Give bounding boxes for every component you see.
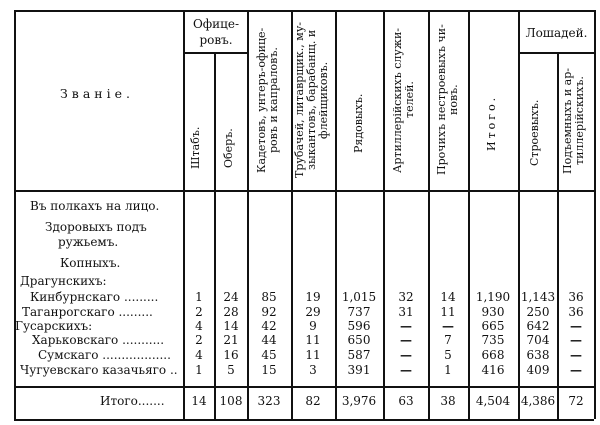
hussars-row-col-9: 642 — [526, 319, 550, 333]
row-1-col-7: 14 — [440, 290, 456, 304]
row-1-col-9: 1,143 — [520, 290, 556, 304]
row-2-col-9: 250 — [526, 305, 550, 319]
hussars-row-col-3: 42 — [261, 319, 277, 333]
hussars-row-col-7: — — [442, 319, 454, 333]
row-2-col-10: 36 — [568, 305, 584, 319]
horses-group-underline — [518, 52, 594, 54]
row-4-col-8: 668 — [481, 348, 505, 362]
hussars-row-col-2: 14 — [223, 319, 239, 333]
officers-group-header: Офице- ровъ. — [192, 17, 240, 47]
row-2-col-8: 930 — [481, 305, 505, 319]
hussars-row-col-4: 9 — [309, 319, 317, 333]
row-3-col-9: 704 — [526, 333, 550, 347]
label-dragoons: Драгунскихъ: — [20, 274, 107, 288]
col-artillery-header: Артиллерійскихъ служи- телей. — [391, 27, 416, 173]
row-5-col-1: 1 — [195, 363, 203, 377]
label-lancers: Копныхъ. — [60, 256, 121, 270]
row-3-col-5: 650 — [347, 333, 371, 347]
total-row-col-5: 3,976 — [341, 394, 377, 408]
hussars-row-col-5: 596 — [347, 319, 371, 333]
row-label: Кинбурнскаго ......... — [30, 290, 159, 304]
total-row-col-7: 38 — [440, 394, 456, 408]
row-4-col-5: 587 — [347, 348, 371, 362]
row-4-col-7: 5 — [444, 348, 452, 362]
row-3-col-3: 44 — [261, 333, 277, 347]
row-label: Сумскаго .................. — [38, 348, 171, 362]
total-row-col-8: 4,504 — [475, 394, 511, 408]
row-1-col-8: 1,190 — [475, 290, 511, 304]
col-cavalry-horses-header: Строевыхъ. — [528, 99, 541, 167]
label-in-regiments: Въ полкахъ на лицо. — [30, 199, 160, 213]
total-row-col-3: 323 — [257, 394, 281, 408]
row-1-col-2: 24 — [223, 290, 239, 304]
col-trumpeters-header: Трубачей, литаврщик., му- зыкантовъ, барабанщ. и флейщиковъ. — [293, 22, 330, 179]
row-4-col-1: 4 — [195, 348, 203, 362]
total-label: Итого....... — [100, 394, 165, 408]
row-4-col-2: 16 — [223, 348, 239, 362]
left-border — [14, 10, 16, 419]
row-label: Чугуевскаго казачьяго .. — [20, 363, 178, 377]
row-2-col-1: 2 — [195, 305, 203, 319]
header-bottom-border — [14, 190, 594, 192]
hussars-row-col-10: — — [570, 319, 582, 333]
row-2-col-6: 31 — [398, 305, 414, 319]
row-5-col-10: — — [570, 363, 582, 377]
row-4-col-3: 45 — [261, 348, 277, 362]
row-5-col-8: 416 — [481, 363, 505, 377]
row-2-col-2: 28 — [223, 305, 239, 319]
horses-group-header: Лошадей. — [525, 26, 588, 40]
hussars-row-col-1: 4 — [195, 319, 203, 333]
row-4-col-4: 11 — [305, 348, 321, 362]
total-row-col-9: 4,386 — [520, 394, 556, 408]
row-5-col-9: 409 — [526, 363, 550, 377]
total-row-col-2: 108 — [219, 394, 243, 408]
row-5-col-3: 15 — [261, 363, 277, 377]
row-4-col-10: — — [570, 348, 582, 362]
row-5-col-4: 3 — [309, 363, 317, 377]
row-1-col-5: 1,015 — [341, 290, 377, 304]
col-staff-header: Штабъ. — [189, 126, 202, 170]
row-label: Харьковскаго ........... — [32, 333, 165, 347]
row-1-col-6: 32 — [398, 290, 414, 304]
row-2-col-7: 11 — [440, 305, 456, 319]
col-total-header: Итого. — [485, 94, 498, 152]
label-healthy: Здоровыхъ подъ — [45, 220, 147, 234]
row-1-col-1: 1 — [195, 290, 203, 304]
col-pack-horses-header: Подъемныхъ и ар- тиллерійскихъ. — [561, 68, 586, 174]
row-5-col-7: 1 — [444, 363, 452, 377]
col-chief-header: Оберъ. — [222, 128, 235, 168]
total-row-col-6: 63 — [398, 394, 414, 408]
row-5-col-5: 391 — [347, 363, 371, 377]
row-3-col-8: 735 — [481, 333, 505, 347]
row-1-col-3: 85 — [261, 290, 277, 304]
row-3-col-6: — — [400, 333, 412, 347]
total-row-col-10: 72 — [568, 394, 584, 408]
rank-header: Званіе. — [60, 86, 134, 101]
row-3-col-1: 2 — [195, 333, 203, 347]
row-3-col-7: 7 — [444, 333, 452, 347]
row-5-col-6: — — [400, 363, 412, 377]
row-2-col-4: 29 — [305, 305, 321, 319]
row-2-col-3: 92 — [261, 305, 277, 319]
hussars-row-col-6: — — [400, 319, 412, 333]
total-row-col-1: 14 — [191, 394, 207, 408]
row-1-col-4: 19 — [305, 290, 321, 304]
row-3-col-2: 21 — [223, 333, 239, 347]
row-1-col-10: 36 — [568, 290, 584, 304]
col-privates-header: Рядовыхъ. — [352, 93, 365, 153]
row-2-col-5: 737 — [347, 305, 371, 319]
total-row-col-4: 82 — [305, 394, 321, 408]
row-label: Таганрогскаго ......... — [22, 305, 153, 319]
total-top-border — [14, 386, 594, 388]
label-hussars: Гусарскихъ: — [15, 319, 93, 333]
hussars-row-col-8: 665 — [481, 319, 505, 333]
row-4-col-6: — — [400, 348, 412, 362]
row-3-col-4: 11 — [305, 333, 321, 347]
row-3-col-10: — — [570, 333, 582, 347]
row-5-col-2: 5 — [227, 363, 235, 377]
total-bottom-border — [14, 419, 594, 421]
col-noncombat-header: Прочихъ нестроевыхъ чи- новъ. — [435, 24, 460, 176]
col-cadets-header: Кадетовъ, унтеръ-офице- ровъ и капраловъ. — [255, 27, 280, 173]
label-healthy-2: ружьемъ. — [58, 235, 119, 249]
row-4-col-9: 638 — [526, 348, 550, 362]
top-border — [14, 10, 594, 12]
